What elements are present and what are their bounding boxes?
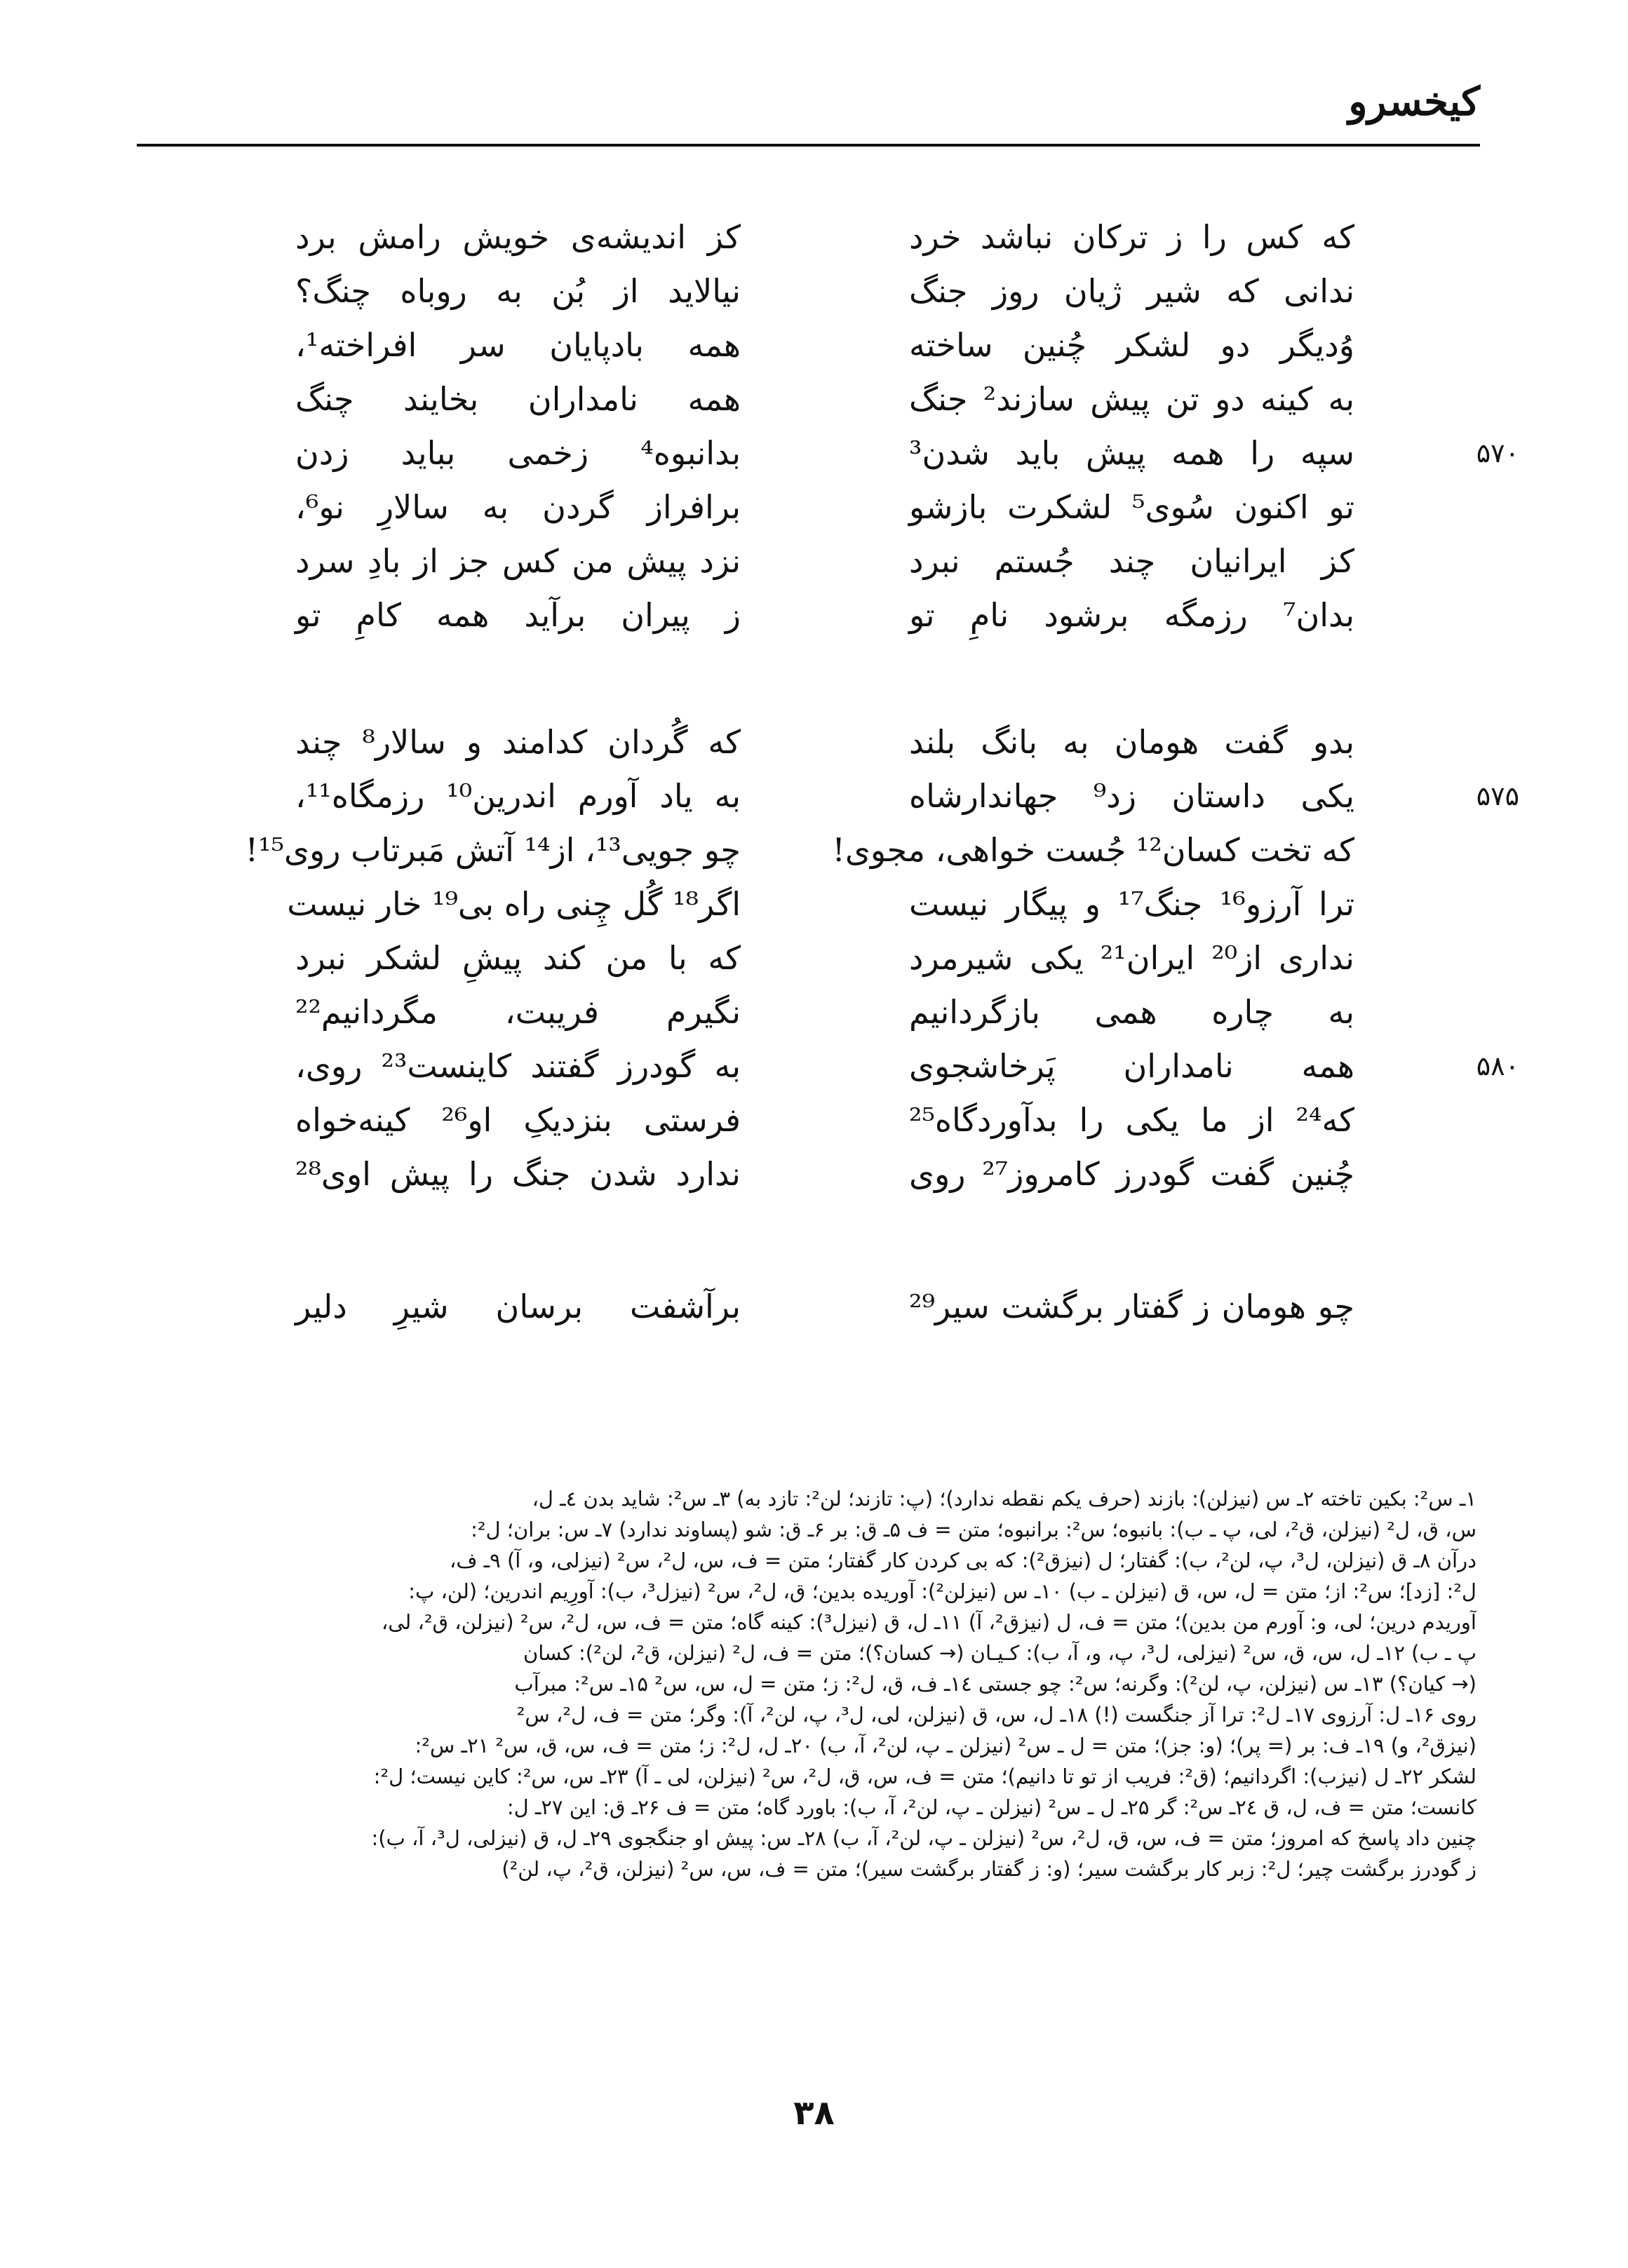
footnote-line: پ ـ ب) ۱۲ـ ل، س، ق، س² (نیزلی، ل³، پ، و، آ، ب): کـیـان (→ کسان؟)؛ متن = ف، ل² (نیزلن، ق²، لن²): کسان: [523, 1641, 1476, 1665]
first-hemistich: بدان⁷ رزمگه برشود نامِ تو: [909, 596, 1354, 634]
first-hemistich: سپه را همه پیش باید شدن³: [909, 434, 1354, 472]
footnote-line: لشکر ۲۲ـ ل (نیزب): اگردانیم؛ (ق²: فریب از تو تا دانیم)؛ متن = ف، س، ق، ل²، س² (نیزلن، لی ـ آ) ۲۳ـ س، س²: کاین نیست؛ ل²:: [373, 1764, 1476, 1788]
verse-number: ۵۷۰: [1476, 438, 1519, 468]
footnote-line: ۱ـ س²: بکین تاخته ۲ـ س (نیزلن): بازند (حرف یکم نقطه ندارد)؛ (پ: تازند؛ لن²: تازد به) ۳ـ س²: شاید بدن ٤ـ ل،: [532, 1487, 1476, 1511]
running-header: [137, 67, 1480, 147]
first-hemistich: چُنین گفت گودرز کامروز²⁷ روی: [909, 1155, 1354, 1193]
second-hemistich: اگر¹⁸ گُل چِنی راه بی¹⁹ خار نیست: [287, 885, 741, 923]
verse-row: [0, 931, 1628, 985]
verse-row: [0, 823, 1628, 877]
footnote-line: ز گودرز برگشت چیر؛ ل²: زبر کار برگشت سیر؛ (و: ز گفتار برگشت سیر)؛ متن = ف، س، س² (نیزلن، ق²، پ، لن²): [502, 1857, 1476, 1881]
verse-block-3: [0, 1280, 1628, 1334]
verse-row: [0, 715, 1628, 769]
chapter-title: کیخسرو: [1348, 79, 1480, 125]
second-hemistich: نگیرم فریبت، مگردانیم²²: [295, 993, 741, 1031]
verse-number: ۵۸۰: [1476, 1051, 1519, 1081]
verse-row: [0, 372, 1628, 426]
second-hemistich: که گُردان کدامند و سالار⁸ چند: [295, 723, 741, 761]
first-hemistich: وُدیگر دو لشکر چُنین ساخته: [909, 326, 1354, 364]
verse-row: [0, 426, 1628, 480]
first-hemistich: ندانی که شیر ژیان روز جنگ: [909, 272, 1354, 310]
verse-number: ۵۷۵: [1476, 781, 1519, 811]
verse-row: [0, 1280, 1628, 1334]
second-hemistich: بدانبوه⁴ زخمی بباید زدن: [295, 434, 741, 472]
first-hemistich: چو هومان ز گفتار برگشت سیر²⁹: [909, 1288, 1354, 1325]
second-hemistich: نیالاید از بُن به روباه چنگ؟: [295, 272, 741, 310]
verse-row: [0, 264, 1628, 318]
second-hemistich: چو جویی¹³، از¹⁴ آتش مَبرتاب روی¹⁵!: [245, 831, 741, 869]
footnotes: [144, 1483, 1476, 1884]
footnote-line: س، ق، ل² (نیزلن، ق²، لی، پ ـ ب): بانبوه؛ س²: برانبوه؛ متن = ف ۵ـ ق: بر ۶ـ ق: شو (پساوند ندارد) ۷ـ س: بران؛ ل²:: [471, 1518, 1476, 1541]
footnote-line: آوریدم درین؛ لی، و: آورم من بدین)؛ متن = ف، ل (نیزق²، آ) ۱۱ـ ل، ق (نیزل³): کینه گاه؛ متن = ف، س، ل²، س² (نیزلن، ق²، لی،: [381, 1610, 1476, 1634]
first-hemistich: یکی داستان زد⁹ جهاندارشاه: [909, 777, 1354, 815]
second-hemistich: به یاد آورم اندرین¹⁰ رزمگاه¹¹،: [295, 777, 741, 815]
footnote-line: (→ کیان؟) ۱۳ـ س (نیزلن، پ، لن²): وگرنه؛ س²: چو جستی ۱٤ـ ف، ق، ل²: ز؛ متن = ل، س، س² ۱۵ـ س²: مبرآب: [514, 1672, 1476, 1696]
verse-row: [0, 588, 1628, 642]
first-hemistich: به چاره همی بازگردانیم: [909, 993, 1354, 1031]
verse-row: [0, 769, 1628, 823]
verse-block-1: [0, 210, 1628, 642]
verse-row: [0, 1039, 1628, 1093]
verse-row: [0, 877, 1628, 931]
second-hemistich: برآشفت برسان شیرِ دلیر: [295, 1288, 741, 1325]
first-hemistich: به کینه دو تن پیش سازند² جنگ: [909, 380, 1355, 418]
footnote-line: روی ۱۶ـ ل: آرزوی ۱۷ـ ل²: ترا آز جنگست (!) ۱۸ـ ل، س، ق (نیزلن، لی، ل³، پ، لن²، آ): وگر؛ متن = ف، ل²، س²: [516, 1703, 1476, 1727]
second-hemistich: کز اندیشه‌ی خویش رامش برد: [295, 218, 741, 256]
first-hemistich: تو اکنون سُوی⁵ لشکرت بازشو: [909, 488, 1354, 526]
second-hemistich: همه نامداران بخایند چنگ: [295, 380, 741, 418]
second-hemistich: فرستی بنزدیکِ او²⁶ کینه‌خواه: [295, 1101, 741, 1139]
verse-row: [0, 210, 1628, 264]
verse-row: [0, 480, 1628, 534]
second-hemistich: که با من کند پیشِ لشکر نبرد: [295, 939, 741, 977]
first-hemistich: که کس را ز ترکان نباشد خرد: [909, 218, 1354, 256]
footnote-line: (نیزق²، و) ۱۹ـ ف: بر (= پر)؛ (و: جز)؛ متن = ل ـ س² (نیزلن ـ پ، لن²، آ، ب) ۲۰ـ ل، ل²: ز؛ متن = ف، س، ق، س² ۲۱ـ س²:: [415, 1734, 1476, 1757]
verse-row: [0, 534, 1628, 588]
first-hemistich: ترا آرزو¹⁶ جنگ¹⁷ و پیگار نیست: [909, 885, 1354, 923]
verse-row: [0, 1093, 1628, 1147]
first-hemistich: همه نامداران پَرخاشجوی: [909, 1047, 1354, 1085]
verse-row: [0, 985, 1628, 1039]
second-hemistich: ز پیران برآید همه کامِ تو: [295, 596, 741, 634]
second-hemistich: ندارد شدن جنگ را پیش اوی²⁸: [295, 1155, 741, 1193]
second-hemistich: به گودرز گفتند کاینست²³ روی،: [295, 1047, 741, 1085]
verse-row: [0, 1147, 1628, 1201]
second-hemistich: برافراز گردن به سالارِ نو⁶،: [295, 488, 741, 526]
footnote-line: ل²: [زد]؛ س²: از؛ متن = ل، س، ق (نیزلن ـ ب) ۱۰ـ س (نیزلن²): آوریده بدین؛ ق، ل²، س² (نیزل³، ب): آورِیم اندرین؛ (لن، پ:: [408, 1579, 1476, 1603]
first-hemistich: که تخت کسان¹² جُست خواهی، مجوی!: [832, 831, 1354, 869]
first-hemistich: بدو گفت هومان به بانگ بلند: [909, 723, 1354, 761]
footnote-line: درآن ۸ـ ق (نیزلن، ل³، پ، لن²، ب): گفتار؛ ل (نیزق²): که بی کردن کار گفتار؛ متن = ف، س، ل²، س² (نیزلی، و، آ) ۹ـ ف،: [450, 1548, 1476, 1572]
second-hemistich: همه بادپایان سر افراخته¹،: [295, 326, 741, 364]
first-hemistich: کز ایرانیان چند جُستم نبرد: [909, 542, 1354, 580]
footnote-line: چنین داد پاسخ که امروز؛ متن = ف، س، ق، ل²، س² (نیزلن ـ پ، لن²، آ، ب) ۲۸ـ س: پیش او جنگجوی ۲۹ـ ل، ق (نیزلی، ل³، آ، ب):: [371, 1826, 1476, 1850]
first-hemistich: که²⁴ از ما یکی را بدآوردگاه²⁵: [909, 1101, 1354, 1139]
first-hemistich: نداری از²⁰ ایران²¹ یکی شیرمرد: [909, 939, 1354, 977]
footnote-line: کانست؛ متن = ف، ل، ق ۲٤ـ س²: گر ۲۵ـ ل ـ س² (نیزلن ـ پ، لن²، آ، ب): باورد گاه؛ متن = ف ۲۶ـ ق: این ۲۷ـ ل:: [506, 1795, 1476, 1819]
second-hemistich: نزد پیش من کس جز از بادِ سرد: [295, 542, 741, 580]
verse-block-2: [0, 715, 1628, 1201]
verse-row: [0, 318, 1628, 372]
page-number: ۳۸: [793, 2093, 835, 2133]
